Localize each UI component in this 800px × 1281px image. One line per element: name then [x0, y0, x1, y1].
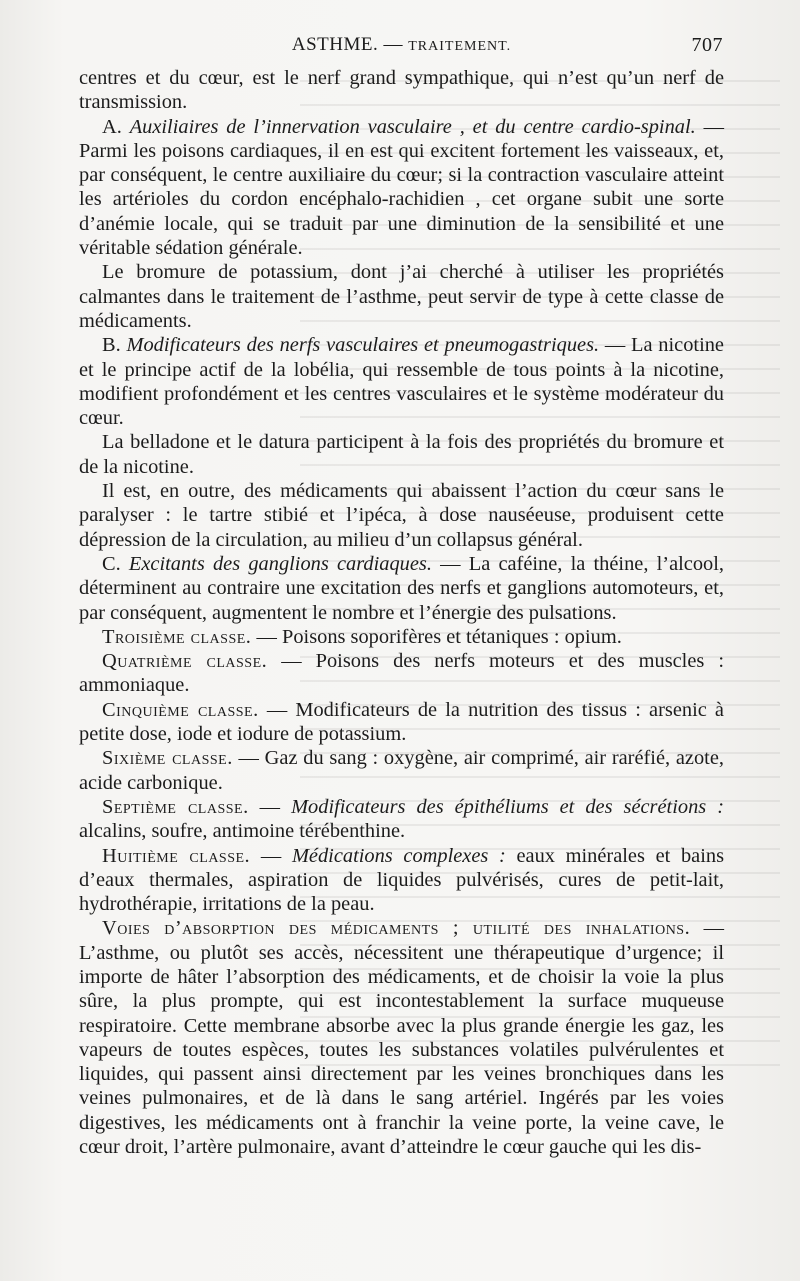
class-8-italic: Médications complexes :	[291, 844, 506, 867]
absorption-text: — L’asthme, ou plutôt ses accès, nécessitent une thérapeutique d’urgence; il importe de hâter l’absorption des médicaments, et de choisir la voie la plus sûre, la plus prompte, qui est incontestablement la surface muqueuse respiratoire. Cette membrane absorbe avec la plus grande énergie les gaz, les vapeurs de toutes espèces, toutes les substances volatiles pulvérulentes et liquides, qui passent ainsi directement par les veines bronchiques dans les veines pulmonaires, et de là dans le sang artériel. Ingérés par les voies digestives, les médicaments ont à franchir la veine porte, la veine cave, le cœur droit, l’artère pulmonaire, avant d’atteindre le cœur gauche qui les dis-	[79, 917, 724, 1159]
paragraph-7	[79, 552, 724, 625]
paragraph-3: Le bromure de potassium, dont j’ai cherché à utiliser les propriétés calmantes dans le traitement de l’asthme, peut servir de type à cette classe de médicaments.	[79, 261, 724, 332]
paragraph-4-text: — La nicotine et le principe actif de la lobélia, qui ressemble de tous points à la nicotine, modifient profondément et les centres vasculaires et le système modérateur du cœur.	[79, 334, 724, 430]
section-heading-b: Modificateurs des nerfs vasculaires et pneumogastriques.	[126, 334, 600, 357]
class-3-heading: Troisième classe.	[102, 625, 252, 648]
class-3-text: — Poisons soporifères et tétaniques : opium.	[256, 625, 622, 648]
paragraph-1: centres et du cœur, est le nerf grand sympathique, qui n’est qu’un nerf de transmission.	[79, 67, 724, 114]
class-7-heading: Septième classe.	[102, 795, 249, 818]
class-7-paragraph	[79, 795, 724, 844]
page-number: 707	[691, 34, 723, 56]
paragraph-4	[79, 333, 724, 430]
class-6-paragraph	[79, 746, 724, 795]
class-4-text: — Poisons des nerfs moteurs et des muscles : ammoniaque.	[79, 650, 724, 697]
class-6-text: — Gaz du sang : oxygène, air comprimé, air raréfié, azote, acide carbonique.	[79, 747, 724, 794]
paragraph-2-text: — Parmi les poisons cardiaques, il en est qui excitent fortement les vaisseaux, et, par conséquent, le centre auxiliaire du cœur; si la contraction vasculaire atteint les artérioles du cordon encéphalo-rachidien , cet organe subit une sorte d’anémie locale, qui se traduit par une diminution de la sensibilité et une véritable sédation générale.	[79, 115, 724, 260]
absorption-paragraph	[79, 916, 724, 1159]
class-4-heading: Quatrième classe.	[102, 650, 268, 673]
section-heading-a: Auxiliaires de l’innervation vasculaire , et du centre cardio-spinal.	[129, 115, 696, 138]
class-8-paragraph	[79, 844, 724, 917]
class-8-text: eaux minérales et bains d’eaux thermales, aspiration de liquides pulvérisés, cures de petit-lait, hydrothérapie, irritations de la peau.	[79, 844, 725, 916]
class-5-text: — Modificateurs de la nutrition des tissus : arsenic à petite dose, iode et iodure de potassium.	[79, 698, 724, 746]
paragraph-2	[79, 115, 724, 261]
body-text	[79, 66, 724, 1159]
class-5-paragraph	[79, 698, 724, 747]
header-title: ASTHME.	[291, 34, 379, 55]
class-3-paragraph	[79, 625, 724, 649]
paragraph-5: La belladone et le datura participent à la fois des propriétés du bromure et de la nicotine.	[79, 431, 724, 478]
class-7-italic: Modificateurs des épithéliums et des sécrétions :	[291, 795, 724, 818]
paragraph-6: Il est, en outre, des médicaments qui abaissent l’action du cœur sans le paralyser : le tartre stibié et l’ipéca, à dose nauséeuse, produisent cette dépression de la circulation, au milieu d’un collapsus général.	[79, 480, 724, 551]
running-header	[80, 34, 723, 62]
section-label-a: A.	[102, 115, 122, 138]
header-subtitle: TRAITEMENT.	[408, 39, 512, 54]
section-label-b: B.	[102, 334, 121, 357]
class-8-dash: —	[260, 844, 282, 867]
class-8-heading: Huitième classe.	[102, 844, 251, 867]
class-7-text: alcalins, soufre, antimoine térébenthine.	[79, 820, 406, 843]
absorption-heading: Voies d’absorption des médicaments ; utilité des inhalations.	[102, 917, 691, 940]
header-dash: —	[383, 34, 403, 55]
class-6-heading: Sixième classe.	[102, 747, 233, 770]
paragraph-7-text: — La caféine, la théine, l’alcool, déterminent au contraire une excitation des nerfs et ganglions automoteurs, et, par conséquent, augmentent le nombre et l’énergie des pulsations.	[79, 552, 724, 624]
section-label-c: C.	[102, 552, 121, 575]
class-7-dash: —	[259, 795, 281, 818]
running-title	[80, 34, 723, 56]
class-5-heading: Cinquième classe.	[102, 698, 259, 721]
section-heading-c: Excitants des ganglions cardiaques.	[128, 552, 432, 575]
class-4-paragraph	[79, 649, 724, 698]
